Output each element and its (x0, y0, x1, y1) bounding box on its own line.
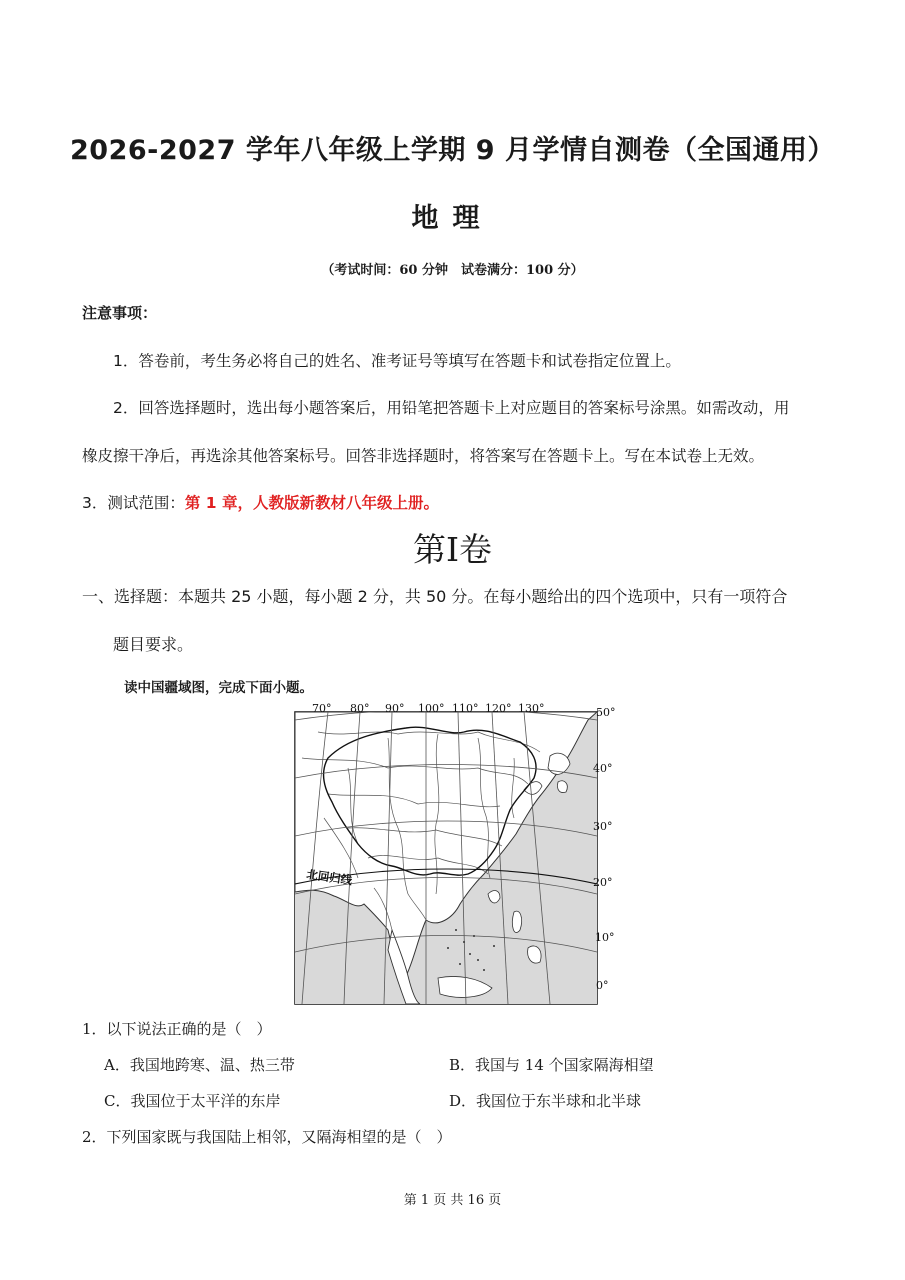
volume-title: 第Ⅰ卷 (412, 530, 493, 569)
lat-label-40: 40° (593, 762, 613, 775)
lon-label-110: 110° (452, 702, 479, 715)
notice-item-2-line-1: 2．回答选择题时，选出每小题答案后，用铅笔把答题卡上对应题目的答案标号涂黑。如需改动，用 (113, 399, 790, 417)
notice-item-1: 1．答卷前，考生务必将自己的姓名、准考证号等填写在答题卡和试卷指定位置上。 (113, 352, 681, 370)
lon-label-100: 100° (418, 702, 445, 715)
question-1-option-a: A．我国地跨寒、温、热三带 (104, 1056, 295, 1074)
exam-info: （考试时间：60 分钟 试卷满分：100 分） (321, 263, 584, 278)
lon-label-90: 90° (385, 702, 405, 715)
tropic-label: 北回归线 (305, 867, 354, 888)
question-1-option-c: C．我国位于太平洋的东岸 (104, 1092, 281, 1110)
section-1-line-2: 题目要求。 (113, 635, 194, 654)
lon-label-130: 130° (518, 702, 545, 715)
question-2-stem: 2．下列国家既与我国陆上相邻，又隔海相望的是（ ） (82, 1128, 452, 1146)
lat-label-30: 30° (593, 820, 613, 833)
map-instruction: 读中国疆域图，完成下面小题。 (124, 680, 313, 696)
question-1-stem: 1．以下说法正确的是（ ） (82, 1020, 272, 1038)
question-1-option-d: D．我国位于东半球和北半球 (449, 1092, 642, 1110)
lat-label-10: 10° (595, 931, 615, 944)
lon-label-80: 80° (350, 702, 370, 715)
subject-title: 地理 (411, 203, 494, 234)
lon-label-120: 120° (485, 702, 512, 715)
lat-label-0: 0° (596, 979, 609, 992)
section-1-line-1: 一、选择题：本题共 25 小题，每小题 2 分，共 50 分。在每小题给出的四个选项中，只有一项符合 (82, 587, 788, 606)
page-footer: 第 1 页 共 16 页 (403, 1193, 502, 1208)
notice-heading: 注意事项： (82, 304, 158, 322)
lat-label-20: 20° (593, 876, 613, 889)
lon-label-70: 70° (312, 702, 332, 715)
notice-item-2-line-2: 橡皮擦干净后，再选涂其他答案标号。回答非选择题时，将答案写在答题卡上。写在本试卷上无效。 (82, 447, 765, 465)
paper-title: 2026-2027 学年八年级上学期 9 月学情自测卷（全国通用） (70, 135, 835, 166)
test-scope: 第 1 章，人教版新教材八年级上册。 (184, 494, 439, 512)
question-1-option-b: B．我国与 14 个国家隔海相望 (449, 1056, 654, 1074)
notice-item-3 (82, 491, 439, 513)
notice-item-3-prefix: 3．测试范围： (82, 494, 185, 512)
china-territory-map (288, 698, 628, 1008)
lat-label-50: 50° (596, 706, 616, 719)
